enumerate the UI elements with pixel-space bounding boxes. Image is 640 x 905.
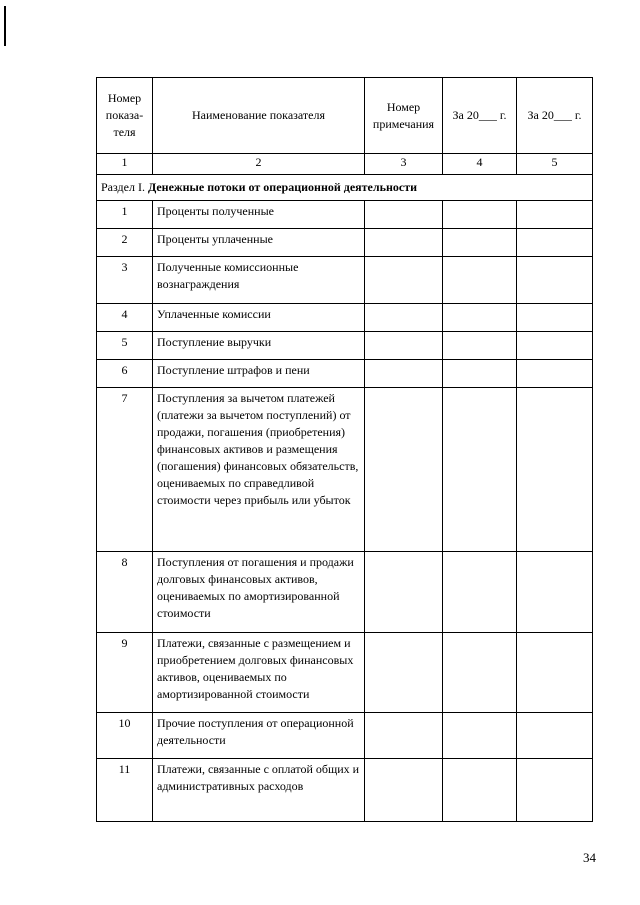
section-heading	[97, 175, 593, 201]
row-name: Полученные комиссионные вознаграждения	[153, 257, 365, 304]
header-year-2: За 20___ г.	[517, 78, 593, 154]
row-number: 7	[97, 388, 153, 552]
row-name: Прочие поступления от операционной деятельности	[153, 713, 365, 759]
cell-note	[365, 257, 443, 304]
col-number: 3	[365, 154, 443, 175]
cell-note	[365, 360, 443, 388]
table-row	[97, 552, 593, 633]
cell-note	[365, 552, 443, 633]
cell-note	[365, 229, 443, 257]
section-row	[97, 175, 593, 201]
row-number: 10	[97, 713, 153, 759]
cell-year-1	[443, 388, 517, 552]
cell-note	[365, 633, 443, 713]
header-name: Наименование показателя	[153, 78, 365, 154]
cell-year-1	[443, 360, 517, 388]
table-row	[97, 633, 593, 713]
row-name: Поступление выручки	[153, 332, 365, 360]
cell-year-2	[517, 201, 593, 229]
table-row	[97, 229, 593, 257]
cell-year-2	[517, 360, 593, 388]
row-number: 9	[97, 633, 153, 713]
row-name: Проценты полученные	[153, 201, 365, 229]
row-name: Уплаченные комиссии	[153, 304, 365, 332]
row-number: 6	[97, 360, 153, 388]
table-row	[97, 713, 593, 759]
col-number: 4	[443, 154, 517, 175]
cell-year-2	[517, 633, 593, 713]
cell-note	[365, 713, 443, 759]
cell-year-2	[517, 332, 593, 360]
header-note: Номер примечания	[365, 78, 443, 154]
col-number: 1	[97, 154, 153, 175]
section-title: Денежные потоки от операционной деятельности	[147, 180, 418, 194]
column-number-row	[97, 154, 593, 175]
cell-note	[365, 201, 443, 229]
row-number: 5	[97, 332, 153, 360]
cell-note	[365, 304, 443, 332]
cell-note	[365, 388, 443, 552]
cell-year-2	[517, 552, 593, 633]
row-name: Поступления от погашения и продажи долговых финансовых активов, оцениваемых по амортизированной стоимости	[153, 552, 365, 633]
row-name: Поступление штрафов и пени	[153, 360, 365, 388]
cell-year-2	[517, 304, 593, 332]
cell-year-2	[517, 388, 593, 552]
row-name: Проценты уплаченные	[153, 229, 365, 257]
table-row	[97, 201, 593, 229]
table-row	[97, 388, 593, 552]
col-number: 2	[153, 154, 365, 175]
page-number: 34	[583, 850, 596, 865]
section-prefix: Раздел I.	[101, 180, 148, 194]
row-name: Поступления за вычетом платежей (платежи за вычетом поступлений) от продажи, погашения (приобретения) финансовых активов и размещения (погашения) финансовых обязательств, оцениваемых по справедливой стоимости через прибыль или убыток	[153, 388, 365, 552]
cell-year-1	[443, 713, 517, 759]
row-number: 2	[97, 229, 153, 257]
table-row	[97, 304, 593, 332]
cell-year-1	[443, 552, 517, 633]
cash-flow-table	[96, 77, 593, 822]
header-row	[97, 78, 593, 154]
row-name: Платежи, связанные с оплатой общих и административных расходов	[153, 759, 365, 822]
table-row	[97, 360, 593, 388]
cell-year-1	[443, 332, 517, 360]
cell-year-1	[443, 304, 517, 332]
row-number: 11	[97, 759, 153, 822]
col-number: 5	[517, 154, 593, 175]
row-name: Платежи, связанные с размещением и приобретением долговых финансовых активов, оцениваемых по амортизированной стоимости	[153, 633, 365, 713]
cell-note	[365, 759, 443, 822]
table-row	[97, 332, 593, 360]
row-number: 8	[97, 552, 153, 633]
cell-year-2	[517, 229, 593, 257]
cell-note	[365, 332, 443, 360]
row-number: 1	[97, 201, 153, 229]
table-row	[97, 257, 593, 304]
cell-year-1	[443, 257, 517, 304]
margin-mark	[4, 6, 6, 46]
cell-year-1	[443, 201, 517, 229]
row-number: 4	[97, 304, 153, 332]
cell-year-1	[443, 229, 517, 257]
cell-year-2	[517, 713, 593, 759]
header-year-1: За 20___ г.	[443, 78, 517, 154]
cell-year-1	[443, 759, 517, 822]
header-num: Номер показа-теля	[97, 78, 153, 154]
cell-year-2	[517, 759, 593, 822]
cell-year-2	[517, 257, 593, 304]
table-row	[97, 759, 593, 822]
cell-year-1	[443, 633, 517, 713]
row-number: 3	[97, 257, 153, 304]
